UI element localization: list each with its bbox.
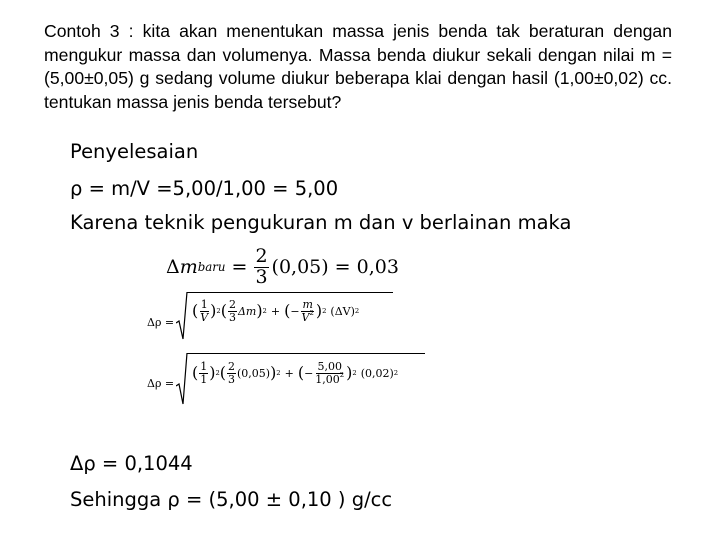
formula-term: (ΔV)	[330, 304, 355, 318]
formula-term: 2	[339, 370, 345, 379]
formula-result: = 0,03	[334, 256, 399, 279]
formula-term: 2	[228, 298, 236, 311]
formula-delta-symbol: Δ	[166, 256, 180, 279]
problem-statement: Contoh 3 : kita akan menentukan massa jenis benda tak beraturan dengan mengukur massa dan volumenya. Massa benda diukur sekali dengan nilai m = (5,00±0,05) g sedang volume diukur beberapa klai dengan hasil (1,00±0,02) cc. tentukan massa jenis benda tersebut?	[44, 21, 672, 112]
fraction-numerator: 2	[255, 245, 268, 267]
formula-term: 2	[228, 360, 235, 373]
formula-fraction	[254, 247, 268, 288]
formula-term: 1	[200, 298, 208, 311]
formula-3-lhs: Δρ =	[147, 377, 175, 390]
formula-term: +	[284, 366, 294, 380]
formula-equals: =	[231, 256, 248, 279]
formula-2-lhs: Δρ =	[147, 316, 175, 329]
radical-bar-2	[187, 292, 393, 293]
formula-term: −	[290, 304, 300, 318]
method-note: Karena teknik pengukuran m dan v berlainan maka	[70, 211, 572, 234]
formula-term: −	[304, 366, 314, 380]
delta-rho-result: Δρ = 0,1044	[70, 452, 193, 475]
density-calculation: ρ = m/V =5,00/1,00 = 5,00	[70, 177, 339, 200]
radical-sign-2	[176, 291, 188, 341]
formula-term: (0,02)	[360, 366, 394, 380]
formula-term: V	[301, 310, 310, 324]
formula-term: 1,00	[315, 372, 340, 386]
solution-heading: Penyelesaian	[70, 140, 199, 163]
radical-bar-3	[187, 353, 425, 354]
formula-term: m	[302, 298, 313, 311]
formula-term: (0,05)	[237, 366, 271, 380]
formula-2-body: ( 1 V ) 2 ( 2 3 Δm ) 2 + ( − $\frac{m}{V^2}$ ) 2 (ΔV) 2	[192, 298, 360, 324]
formula-term: 2	[309, 308, 314, 317]
formula-term: +	[270, 304, 281, 318]
formula-term: 1	[200, 360, 208, 373]
final-conclusion: Sehingga ρ = (5,00 ± 0,10 ) g/cc	[70, 488, 393, 511]
formula-term: V	[200, 310, 209, 324]
formula-term: Δm	[237, 304, 257, 318]
radical-sign-3	[176, 352, 188, 406]
formula-m-symbol: m	[179, 256, 198, 279]
formula-delta-m-new: Δ m baru = $\frac{2}{3}$ (0,05) = 0,03	[166, 245, 399, 288]
formula-term: 3	[228, 310, 236, 324]
formula-value: (0,05)	[271, 256, 329, 279]
formula-term: 5,00	[317, 360, 342, 373]
formula-3-body: ( 1 1 ) 2 ( 2 3 (0,05) ) 2 + ( − $\frac{5,00}{1,00^2}$ ) 2 (0,02) 2	[192, 360, 399, 386]
formula-term: 3	[228, 372, 235, 386]
fraction-denominator: 3	[255, 265, 268, 288]
formula-term: 1	[200, 372, 208, 386]
